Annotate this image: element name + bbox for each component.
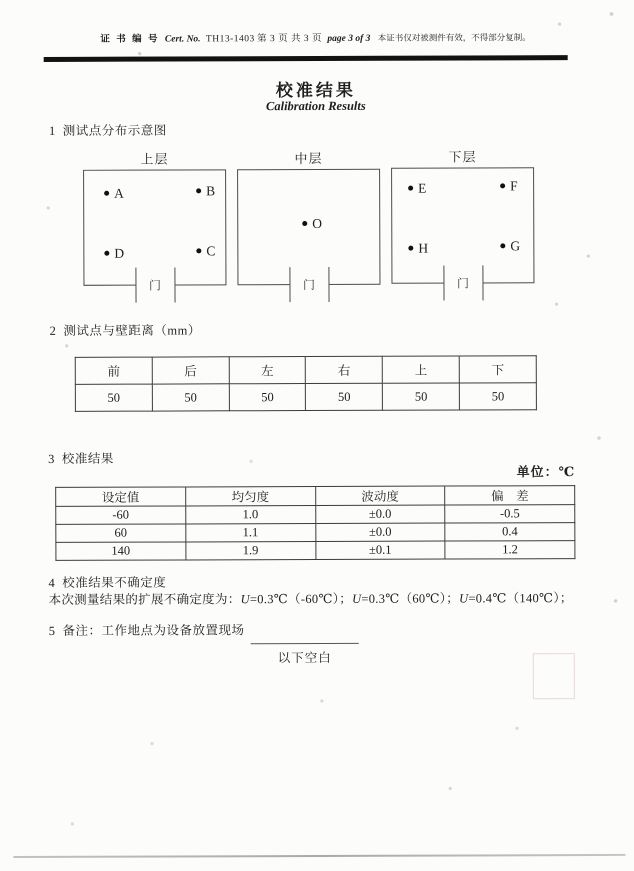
point-dot-icon [302, 221, 307, 226]
section-4-number: 4 [48, 575, 56, 590]
value-cell: ±0.0 [315, 505, 445, 523]
header-cell: 后 [152, 357, 229, 384]
uncertainty-value: =0.4℃（140℃）； [468, 591, 573, 606]
faded-stamp-artifact [533, 653, 575, 699]
section-2-number: 2 [49, 323, 57, 338]
uncertainty-statement [49, 588, 573, 608]
layer-box-lower [391, 167, 534, 291]
section-5-heading [49, 620, 245, 639]
section-1-title: 测试点分布示意图 [62, 123, 167, 138]
table-row [75, 383, 536, 412]
value-cell: 1.0 [185, 506, 315, 524]
header-cell: 波动度 [315, 486, 445, 505]
value-cell: 50 [152, 384, 229, 411]
section-5-number: 5 [48, 623, 56, 638]
layer-label-upper: 上层 [140, 151, 169, 167]
section-5-title: 备注：工作地点为设备放置现场 [62, 623, 245, 638]
section-4-heading [48, 573, 166, 591]
value-cell: 1.9 [186, 542, 316, 560]
uncertainty-value: =0.3℃（-60℃）； [249, 591, 353, 607]
blank-below-rule [251, 643, 359, 644]
point-dot-icon [408, 186, 413, 191]
scan-edge-line [13, 854, 625, 858]
layer-diagram-upper [83, 148, 226, 293]
header-cell: 偏 差 [445, 486, 575, 505]
test-point-a: A [104, 186, 124, 202]
test-point-e: E [408, 181, 426, 197]
value-cell: ±0.1 [315, 541, 445, 559]
table-row [56, 523, 575, 543]
page-title: 校准结果 [275, 80, 356, 101]
section-4-title: 校准结果不确定度 [62, 575, 167, 590]
table-header-row [56, 486, 575, 507]
section-2-title: 测试点与壁距离（mm） [63, 323, 201, 338]
test-point-b: B [196, 183, 215, 199]
value-cell: 60 [56, 524, 186, 542]
page-count-en: page 3 of 3 [327, 33, 371, 44]
cert-number-label-en: Cert. No. [164, 34, 201, 45]
header-cell: 右 [306, 356, 383, 383]
blank-below-note: 以下空白 [277, 650, 332, 666]
wall-distance-table [75, 355, 537, 412]
door-symbol-middle: 门 [289, 267, 329, 302]
layer-label-middle: 中层 [294, 150, 323, 167]
test-point-g: G [500, 238, 520, 254]
value-cell: ±0.0 [315, 523, 445, 541]
uncertainty-symbol: U [459, 591, 469, 606]
test-point-h: H [408, 241, 428, 257]
unit-label: 单位：℃ [516, 464, 576, 480]
value-cell: 50 [75, 384, 152, 411]
point-dot-icon [500, 244, 505, 249]
section-3-title: 校准结果 [61, 451, 114, 466]
uncertainty-symbol: U [240, 592, 250, 607]
calibration-results-table [55, 485, 575, 561]
section-3-heading [48, 449, 114, 467]
page-subtitle: Calibration Results [265, 98, 366, 114]
point-dot-icon [196, 249, 201, 254]
section-3-number: 3 [48, 451, 55, 466]
layer-label-lower: 下层 [448, 149, 477, 165]
table-header-row [75, 356, 536, 385]
door-symbol-lower: 门 [443, 265, 483, 300]
point-dot-icon [500, 184, 505, 189]
value-cell: -0.5 [445, 505, 575, 523]
cert-number-label-cn: 证 书 编 号 [100, 34, 160, 45]
value-cell: 1.2 [445, 541, 575, 559]
header-cell: 左 [229, 357, 306, 384]
page-count-cn: 第 3 页 共 3 页 [257, 33, 323, 45]
certificate-header [0, 29, 633, 45]
point-dot-icon [104, 191, 109, 196]
uncertainty-prefix: 本次测量结果的扩展不确定度为： [48, 592, 241, 607]
section-1-number: 1 [48, 123, 56, 138]
value-cell: 50 [306, 383, 383, 410]
layer-box-upper [83, 169, 226, 293]
door-symbol-upper: 门 [135, 267, 175, 302]
value-cell: 50 [459, 383, 536, 410]
value-cell: 1.1 [186, 524, 316, 542]
value-cell: 140 [56, 542, 186, 560]
test-point-c: C [196, 243, 215, 259]
header-separator-bar [44, 55, 568, 62]
value-cell: 50 [229, 384, 306, 411]
layer-diagram-lower [391, 146, 534, 291]
header-cell: 前 [75, 357, 152, 384]
section-2-heading [50, 320, 201, 339]
value-cell: -60 [56, 506, 186, 524]
value-cell: 50 [383, 383, 460, 410]
test-point-d: D [104, 246, 124, 262]
table-row [56, 505, 575, 525]
header-cell: 均匀度 [185, 487, 315, 506]
header-cell: 下 [459, 356, 536, 383]
validity-notice: 本证书仅对被测件有效，不得部分复制。 [377, 32, 531, 43]
layer-box-middle [237, 169, 380, 293]
table-row [56, 541, 575, 561]
test-point-o: O [302, 216, 322, 232]
section-1-heading [49, 121, 167, 139]
point-dot-icon [408, 246, 413, 251]
cert-number-value: TH13-1403 [205, 34, 255, 45]
point-dot-icon [196, 189, 201, 194]
header-cell: 上 [383, 356, 460, 383]
uncertainty-symbol: U [352, 591, 362, 606]
layer-diagram-middle [237, 148, 380, 293]
header-cell: 设定值 [56, 487, 186, 506]
value-cell: 0.4 [445, 523, 575, 541]
point-dot-icon [104, 251, 109, 256]
uncertainty-value: =0.3℃（60℃）； [361, 591, 460, 606]
test-point-f: F [500, 178, 518, 194]
